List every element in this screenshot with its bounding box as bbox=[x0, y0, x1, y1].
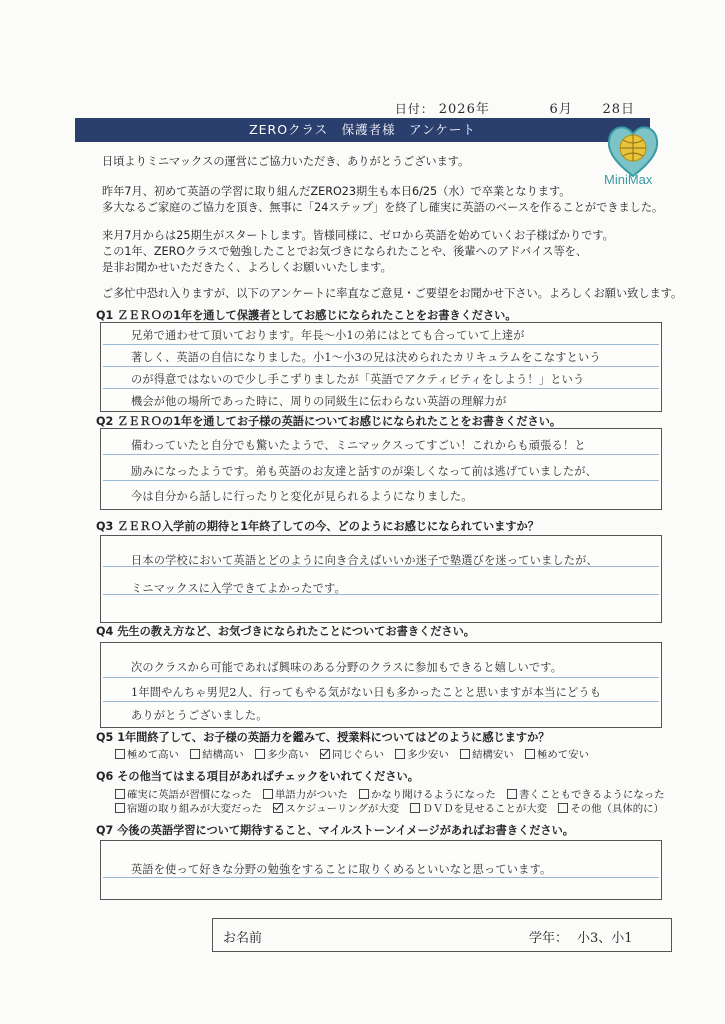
logo-text: MiniMax bbox=[604, 172, 653, 187]
checkbox[interactable] bbox=[460, 749, 470, 759]
q1-answer-line: のが得意ではないので少し手こずりましたが「英語でアクティビティをしよう！」という bbox=[131, 373, 585, 386]
q5-option[interactable] bbox=[460, 749, 514, 761]
q6-option-label: 確実に英語が習慣になった bbox=[127, 789, 252, 801]
checkbox[interactable] bbox=[190, 749, 200, 759]
q5-label: Q5 bbox=[96, 731, 114, 744]
q7-text: 今後の英語学習について期待すること、マイルストーンイメージがあればお書きください。 bbox=[117, 824, 574, 837]
q6-option-label: ＤＶＤを見せることが大変 bbox=[422, 803, 548, 815]
date-month: 6月 bbox=[549, 102, 573, 117]
intro-paragraph-2b: 多大なるご家庭のご協力を頂き、無事に「24ステップ」を終了し確実に英語のベースを作ることができました。 bbox=[102, 201, 664, 214]
checkbox[interactable] bbox=[525, 749, 535, 759]
checkbox[interactable] bbox=[115, 803, 125, 813]
q5-option-label: 極めて安い bbox=[537, 749, 589, 761]
q5-option[interactable] bbox=[525, 749, 589, 761]
q6-text: その他当てはまる項目があればチェックをいれてください。 bbox=[117, 770, 419, 783]
q5-option-label: 結構高い bbox=[202, 749, 244, 761]
q4-answer-line: 次のクラスから可能であれば興味のある分野のクラスに参加もできると嬉しいです。 bbox=[131, 661, 563, 674]
q2-answer-box[interactable] bbox=[100, 428, 662, 510]
date-label: 日付： bbox=[394, 102, 434, 116]
intro-paragraph-3b: この1年、ZEROクラスで勉強したことでお気づきになられたことや、後輩へのアドバイス等を、 bbox=[102, 245, 588, 258]
q3-title bbox=[96, 518, 539, 534]
q5-option-label: 多少高い bbox=[267, 749, 309, 761]
q1-label: Q1 bbox=[96, 309, 114, 322]
q5-option-label: 結構安い bbox=[472, 749, 514, 761]
checkbox[interactable] bbox=[115, 749, 125, 759]
checkbox-checked[interactable] bbox=[320, 749, 330, 759]
q5-option-label: 極めて高い bbox=[127, 749, 179, 761]
checkbox[interactable] bbox=[263, 789, 273, 799]
q2-text: ＺＥＲＯの1年を通してお子様の英語についてお感じになられたことをお書きください。 bbox=[117, 415, 562, 428]
name-grade-box[interactable] bbox=[212, 918, 672, 952]
q5-option-label: 多少安い bbox=[407, 749, 449, 761]
q1-text: ＺＥＲＯの1年を通して保護者としてお感じになられたことをお書きください。 bbox=[117, 309, 517, 322]
q6-option-label: その他（具体的に） bbox=[570, 803, 664, 815]
q2-label: Q2 bbox=[96, 415, 114, 428]
q4-label: Q4 bbox=[96, 625, 114, 638]
checkbox[interactable] bbox=[410, 803, 420, 813]
intro-paragraph-3a: 来月7月からは25期生がスタートします。皆様同様に、ゼロから英語を始めていくお子様ばかりです。 bbox=[102, 229, 614, 242]
q7-answer-line: 英語を使って好きな分野の勉強をすることに取りくめるといいなと思っています。 bbox=[131, 863, 552, 876]
q6-option-label: 書くこともできるようになった bbox=[519, 789, 665, 801]
q1-answer-box[interactable] bbox=[100, 322, 662, 412]
q7-answer-box[interactable] bbox=[100, 840, 662, 900]
name-label: お名前 bbox=[223, 931, 263, 946]
q6-option-label: 単語力がついた bbox=[275, 789, 348, 801]
grade-value[interactable]: 小3、小1 bbox=[577, 931, 633, 946]
page-title: ZEROクラス 保護者様 アンケート bbox=[75, 118, 650, 142]
q3-label: Q3 bbox=[96, 520, 114, 533]
q1-answer-line: 兄弟で通わせて頂いております。年長～小1の弟にはとても合っていて上達が bbox=[131, 329, 525, 342]
q7-label: Q7 bbox=[96, 824, 114, 837]
q4-text: 先生の教え方など、お気づきになられたことについてお書きください。 bbox=[117, 625, 475, 638]
checkbox-checked[interactable] bbox=[273, 803, 283, 813]
q1-answer-line: 機会が他の場所であった時に、周りの同級生に伝わらない英語の理解力が bbox=[131, 395, 507, 408]
checkbox[interactable] bbox=[255, 749, 265, 759]
date-day: 28日 bbox=[602, 102, 635, 117]
q4-answer-box[interactable] bbox=[100, 642, 662, 728]
intro-paragraph-1: 日頃よりミニマックスの運営にご協力いただき、ありがとうございます。 bbox=[102, 155, 470, 168]
checkbox[interactable] bbox=[558, 803, 568, 813]
checkbox[interactable] bbox=[359, 789, 369, 799]
q1-answer-line: 著しく、英語の自信になりました。小1～小3の兄は決められたカリキュラムをこなすという bbox=[131, 351, 601, 364]
q6-option[interactable] bbox=[558, 803, 664, 815]
q6-option[interactable] bbox=[115, 803, 262, 815]
intro-paragraph-3c: 是非お聞かせいただきたく、よろしくお願いいたします。 bbox=[102, 261, 392, 274]
q6-title bbox=[96, 768, 419, 784]
q2-answer-line: 今は自分から話しに行ったりと変化が見られるようになりました。 bbox=[131, 490, 473, 503]
q5-option[interactable] bbox=[255, 749, 309, 761]
checkbox[interactable] bbox=[115, 789, 125, 799]
q6-options-row-2 bbox=[115, 800, 672, 815]
q5-option[interactable] bbox=[320, 749, 384, 761]
q2-answer-line: 励みになったようです。弟も英語のお友達と話すのが楽しくなって前は逃げていましたが、 bbox=[131, 465, 597, 478]
q3-answer-line: ミニマックスに入学できてよかったです。 bbox=[131, 582, 346, 595]
q6-option[interactable] bbox=[273, 803, 399, 815]
q2-title bbox=[96, 413, 561, 429]
q5-text: 1年間終了して、お子様の英語力を鑑みて、授業料についてはどのように感じますか？ bbox=[117, 731, 550, 744]
q5-options bbox=[115, 746, 597, 761]
q6-option[interactable] bbox=[410, 803, 547, 815]
q6-option-label: スケジューリングが大変 bbox=[285, 803, 400, 815]
grade-label: 学年： bbox=[529, 931, 569, 946]
q3-answer-box[interactable] bbox=[100, 535, 662, 623]
q4-answer-line: ありがとうございました。 bbox=[131, 709, 268, 722]
q6-option-label: 宿題の取り組みが大変だった bbox=[127, 803, 263, 815]
intro-paragraph-2a: 昨年7月、初めて英語の学習に取り組んだZERO23期生も本日6/25（水）で卒業となります。 bbox=[102, 185, 571, 198]
q2-answer-line: 備わっていたと自分でも驚いたようで、ミニマックスってすごい！これからも頑張る！と bbox=[131, 439, 586, 452]
q5-title bbox=[96, 729, 549, 745]
q5-option[interactable] bbox=[190, 749, 244, 761]
date-year: 2026年 bbox=[438, 102, 490, 117]
q4-title bbox=[96, 623, 475, 639]
q4-answer-line: 1年間やんちゃ男児2人、行ってもやる気がない日も多かったことと思いますが本当にどうも bbox=[131, 686, 602, 699]
q7-title bbox=[96, 822, 574, 838]
q6-options-row-1 bbox=[115, 786, 673, 801]
date-field bbox=[395, 98, 635, 117]
q5-option[interactable] bbox=[115, 749, 179, 761]
q1-title bbox=[96, 307, 517, 323]
q5-option[interactable] bbox=[395, 749, 449, 761]
q6-label: Q6 bbox=[96, 770, 114, 783]
q6-option-label: かなり聞けるようになった bbox=[371, 789, 496, 801]
intro-paragraph-4: ご多忙中恐れ入りますが、以下のアンケートに率直なご意見・ご要望をお聞かせ下さい。よろしくお願い致します。 bbox=[102, 287, 683, 300]
q3-text: ＺＥＲＯ入学前の期待と1年終了しての今、どのようにお感じになられていますか？ bbox=[117, 520, 539, 533]
checkbox[interactable] bbox=[507, 789, 517, 799]
q5-option-label: 同じぐらい bbox=[332, 749, 384, 761]
checkbox[interactable] bbox=[395, 749, 405, 759]
q3-answer-line: 日本の学校において英語とどのように向き合えばいいか迷子で塾選びを迷っていましたが、 bbox=[131, 554, 598, 567]
